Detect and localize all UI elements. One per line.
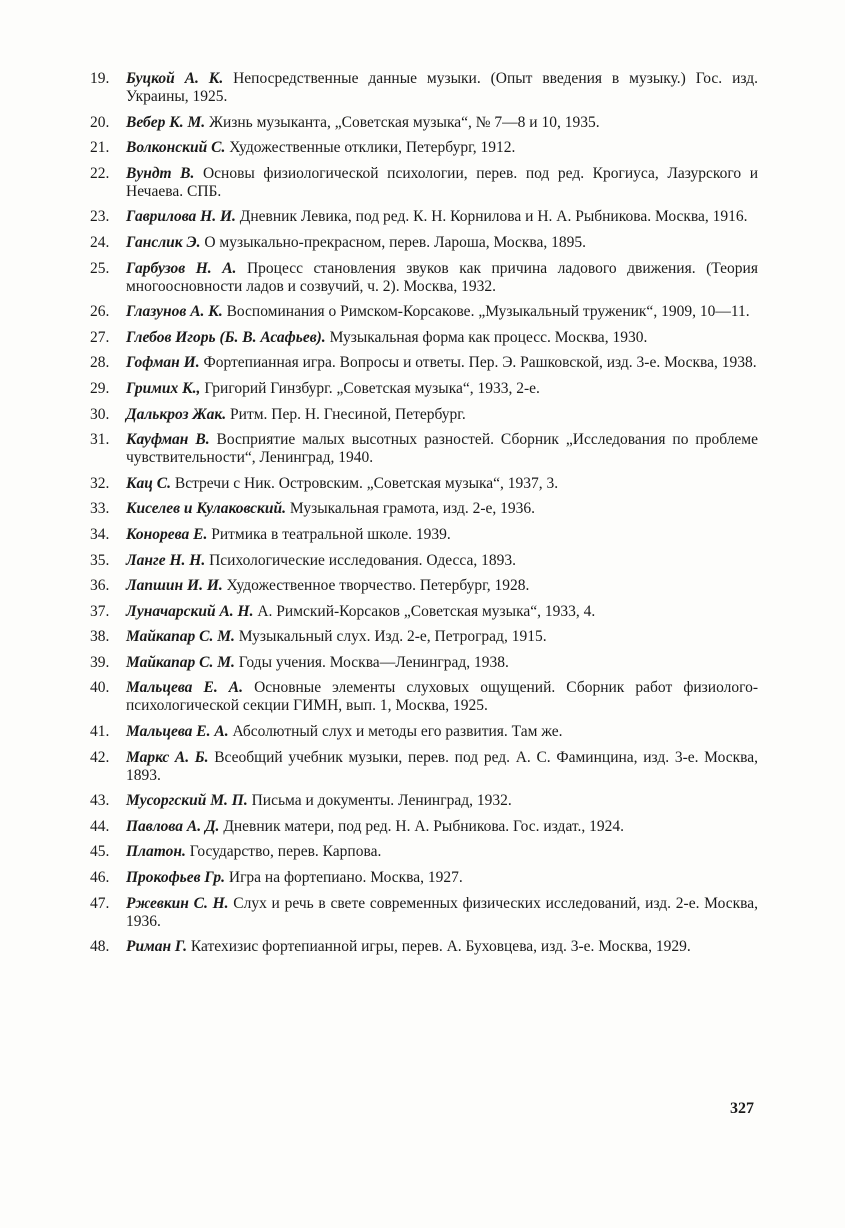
entry-author: Луначарский А. Н. [126,602,254,620]
entry-citation: Ритмика в театральной школе. 1939. [207,525,451,543]
entry-text [126,869,758,887]
entry-number: 30. [90,405,110,423]
entry-citation: Всеобщий учебник музыки, перев. под ред. А. С. Фаминцина, изд. 3-е. Москва, 1893. [126,748,758,784]
entry-number: 37. [90,602,110,620]
entry-author: Платон. [126,843,186,861]
entry-author: Ржевкин С. Н. [126,894,229,912]
entry-number: 32. [90,474,110,492]
entry-number: 42. [90,748,110,766]
entry-text [126,475,758,493]
entry-author: Маркс А. Б. [126,748,209,766]
entry-number: 48. [90,938,110,956]
entry-text [126,380,758,398]
entry-number: 34. [90,525,110,543]
entry-author: Павлова А. Д. [126,817,220,835]
entry-author: Мусоргский М. П. [126,792,248,810]
entry-citation: Ритм. Пер. Н. Гнесиной, Петербург. [226,405,466,423]
entry-text [126,526,758,544]
bibliography-entry [90,114,758,132]
entry-citation: А. Римский-Корсаков „Советская музыка“, 1933, 4. [253,602,596,620]
entry-text [126,500,758,518]
bibliography-entry [90,303,758,321]
bibliography-entry [90,500,758,518]
entry-text [126,552,758,570]
entry-author: Гофман И. [126,354,200,372]
entry-citation: Художественные отклики, Петербург, 1912. [225,139,516,157]
entry-number: 33. [90,500,110,518]
bibliography-entry [90,818,758,836]
entry-number: 21. [90,139,110,157]
entry-author: Далькроз Жак. [126,405,227,423]
bibliography-entry [90,895,758,931]
bibliography-entry [90,792,758,810]
entry-text [126,792,758,810]
entry-citation: Годы учения. Москва—Ленинград, 1938. [234,653,509,671]
bibliography-entry [90,70,758,106]
bibliography-entry [90,628,758,646]
bibliography-entry [90,406,758,424]
entry-citation: Григорий Гинзбург. „Советская музыка“, 1933, 2-е. [200,379,540,397]
entry-text [126,679,758,715]
entry-citation: Музыкальный слух. Изд. 2-е, Петроград, 1915. [234,628,547,646]
bibliography-entry [90,234,758,252]
bibliography-entry [90,723,758,741]
entry-number: 24. [90,233,110,251]
bibliography-entry [90,843,758,861]
entry-text [126,749,758,785]
entry-author: Майкапар С. М. [126,628,235,646]
entry-text [126,654,758,672]
entry-number: 19. [90,70,110,87]
entry-author: Буцкой А. К. [126,70,224,87]
entry-author: Гарбузов Н. А. [126,259,237,277]
entry-author: Лапшин И. И. [126,577,223,595]
bibliography-entry [90,869,758,887]
entry-citation: Процесс становления звуков как причина ладового движения. (Теория многоосновности ладов и созвучий, ч. 2). Москва, 1932. [126,259,758,295]
entry-text [126,406,758,424]
bibliography-entry [90,380,758,398]
entry-author: Вундт В. [126,164,195,182]
entry-number: 47. [90,894,110,912]
entry-author: Ганслик Э. [126,233,201,251]
bibliography-entry [90,938,758,956]
entry-citation: Непосредственные данные музыки. (Опыт введения в музыку.) Гос. изд. Украины, 1925. [126,70,758,105]
page-number: 327 [730,1100,754,1117]
entry-citation: Письма и документы. Ленинград, 1932. [247,792,512,810]
entry-author: Глебов Игорь (Б. В. Асафьев). [126,328,326,346]
bibliography-entry [90,165,758,201]
bibliography-entry [90,139,758,157]
entry-author: Волконский С. [126,139,226,157]
entry-text [126,329,758,347]
bibliography-entry [90,475,758,493]
entry-text [126,603,758,621]
entry-citation: Абсолютный слух и методы его развития. Там же. [228,723,563,741]
bibliography-entry [90,749,758,785]
bibliography-entry [90,208,758,226]
entry-number: 20. [90,113,110,131]
entry-citation: Восприятие малых высотных разностей. Сборник „Исследования по проблеме чувствительности“, Ленинград, 1940. [126,431,758,467]
entry-text [126,723,758,741]
entry-text [126,303,758,321]
entry-text [126,165,758,201]
entry-author: Конорева Е. [126,525,208,543]
entry-number: 39. [90,653,110,671]
entry-number: 22. [90,164,110,182]
entry-text [126,895,758,931]
entry-number: 26. [90,303,110,321]
entry-author: Мальцева Е. А. [126,679,243,697]
entry-citation: Музыкальная форма как процесс. Москва, 1930. [325,328,648,346]
entry-text [126,260,758,296]
entry-author: Глазунов А. К. [126,303,223,321]
entry-text [126,139,758,157]
entry-number: 38. [90,628,110,646]
entry-text [126,938,758,956]
entry-author: Риман Г. [126,938,188,956]
entry-author: Ланге Н. Н. [126,551,206,569]
entry-author: Майкапар С. М. [126,653,235,671]
entry-number: 25. [90,259,110,277]
bibliography-entry [90,552,758,570]
bibliography-entry [90,431,758,467]
entry-text [126,354,758,372]
entry-author: Кац С. [126,474,171,492]
entry-author: Гаврилова Н. И. [126,208,236,226]
entry-number: 29. [90,379,110,397]
entry-author: Киселев и Кулаковский. [126,500,287,518]
entry-number: 46. [90,869,110,887]
entry-number: 41. [90,723,110,741]
entry-number: 36. [90,577,110,595]
bibliography-list [90,70,758,964]
bibliography-entry [90,654,758,672]
entry-number: 31. [90,431,110,449]
entry-author: Прокофьев Гр. [126,869,225,887]
entry-author: Мальцева Е. А. [126,723,229,741]
entry-number: 35. [90,551,110,569]
entry-text [126,628,758,646]
bibliography-entry [90,577,758,595]
bibliography-entry [90,526,758,544]
entry-citation: Жизнь музыканта, „Советская музыка“, № 7—8 и 10, 1935. [205,113,600,131]
entry-citation: Основы физиологической психологии, перев. под ред. Крогиуса, Лазурского и Нечаева. СПБ. [126,164,758,200]
entry-author: Вебер К. М. [126,113,206,131]
entry-citation: Дневник матери, под ред. Н. А. Рыбникова. Гос. издат., 1924. [219,817,625,835]
entry-author: Кауфман В. [126,431,210,449]
entry-citation: Музыкальная грамота, изд. 2-е, 1936. [286,500,536,518]
entry-text [126,843,758,861]
entry-number: 40. [90,679,110,697]
entry-citation: Воспоминания о Римском-Корсакове. „Музыкальный труженик“, 1909, 10—11. [222,303,750,321]
bibliography-entry [90,260,758,296]
entry-citation: Психологические исследования. Одесса, 1893. [205,551,516,569]
entry-citation: Слух и речь в свете современных физических исследований, изд. 2-е. Москва, 1936. [126,894,758,930]
entry-citation: Игра на фортепиано. Москва, 1927. [225,869,463,887]
entry-number: 23. [90,208,110,226]
entry-citation: Фортепианная игра. Вопросы и ответы. Пер. Э. Рашковской, изд. 3-е. Москва, 1938. [199,354,757,372]
entry-text [126,818,758,836]
bibliography-entry [90,354,758,372]
entry-citation: Государство, перев. Карпова. [185,843,382,861]
entry-number: 27. [90,328,110,346]
bibliography-entry [90,679,758,715]
bibliography-entry [90,329,758,347]
entry-number: 28. [90,354,110,372]
entry-text [126,114,758,132]
entry-citation: Художественное творчество. Петербург, 1928. [222,577,530,595]
entry-text [126,70,758,106]
entry-citation: О музыкально-прекрасном, перев. Лароша, Москва, 1895. [200,233,587,251]
entry-text [126,577,758,595]
entry-text [126,208,758,226]
entry-number: 45. [90,843,110,861]
entry-citation: Катехизис фортепианной игры, перев. А. Буховцева, изд. 3-е. Москва, 1929. [187,938,691,956]
entry-number: 43. [90,792,110,810]
entry-number: 44. [90,817,110,835]
entry-citation: Основные элементы слуховых ощущений. Сборник работ физиолого-психологической секции ГИМН, вып. 1, Москва, 1925. [126,679,758,715]
entry-citation: Встречи с Ник. Островским. „Советская музыка“, 1937, 3. [170,474,559,492]
entry-text [126,234,758,252]
entry-text [126,431,758,467]
entry-author: Гримих К., [126,379,201,397]
entry-citation: Дневник Левика, под ред. К. Н. Корнилова и Н. А. Рыбникова. Москва, 1916. [235,208,748,226]
bibliography-entry [90,603,758,621]
